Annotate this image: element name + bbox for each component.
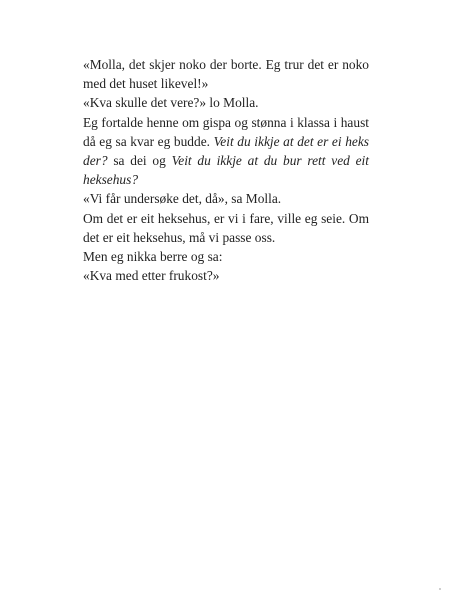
italic-quote: Veit du ikkje at du bur rett ved eit heksehus? (83, 153, 369, 188)
paragraph-text: «Kva skulle det vere?» lo Molla. (83, 95, 259, 111)
page-corner-mark (439, 588, 441, 590)
paragraph (83, 113, 369, 190)
paragraph (83, 266, 369, 285)
paragraph-text: «Vi får undersøke det, då», sa Molla. (83, 191, 282, 207)
italic-quote: Veit du ikkje at det er ei heks der? (83, 133, 370, 169)
paragraph (83, 209, 369, 247)
paragraph-text: «Molla, det skjer noko der borte. Eg trur det er noko med det huset likevel!» (83, 57, 369, 92)
paragraph-text: Men eg nikka berre og sa: (83, 249, 223, 265)
paragraph-text: Eg fortalde henne om gispa og stønna i klassa i haust då eg sa kvar eg budde. (83, 114, 369, 149)
body-text (83, 55, 369, 285)
paragraph-text: Om det er eit heksehus, er vi i fare, ville eg seie. Om det er eit heksehus, må vi passe oss. (83, 210, 369, 245)
paragraph-text: sa dei og (107, 153, 172, 169)
paragraph (83, 247, 369, 266)
paragraph (83, 93, 369, 112)
paragraph (83, 189, 369, 208)
paragraph-text: «Kva med etter frukost?» (83, 268, 220, 284)
paragraph (83, 55, 369, 93)
